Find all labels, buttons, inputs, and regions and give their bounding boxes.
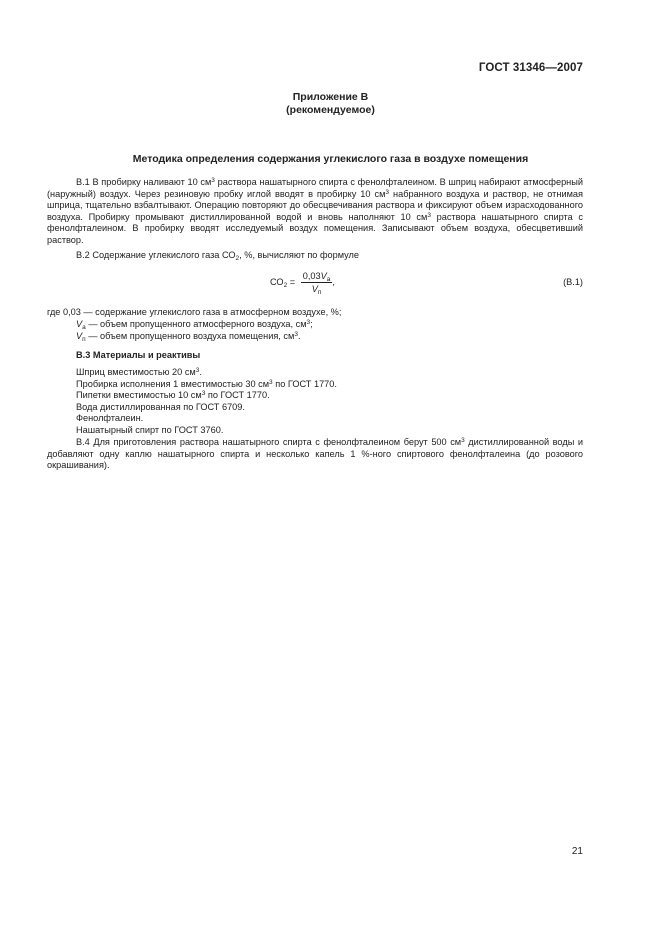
b1-text-a: В.1 В пробирку наливают 10 см	[76, 177, 212, 187]
item-2-sup: 3	[269, 378, 273, 386]
b1-sup-1: 3	[211, 177, 215, 184]
annex-title: Приложение В	[292, 91, 369, 103]
section-b3-heading: В.3 Материалы и реактивы	[76, 350, 201, 360]
formula-comma: ,	[332, 276, 335, 287]
legend-end-p: .	[297, 331, 301, 341]
legend-text-a: — объем пропущенного атмосферного воздуха, см	[85, 318, 307, 329]
list-item	[76, 390, 612, 402]
item-1-sup: 3	[195, 367, 200, 374]
materials-list	[47, 367, 612, 436]
b2-text-a: В.2 Содержание углекислого газа СО	[76, 250, 236, 260]
legend-line-1: где 0,03 — содержание углекислого газа в атмосферном воздухе, %;	[47, 307, 342, 317]
legend-text-p: — объем пропущенного воздуха помещения, см	[85, 331, 295, 341]
numerator-coefficient: 0,03	[302, 271, 321, 281]
b2-sub: 2	[235, 255, 240, 262]
list-item: Фенолфталеин.	[76, 413, 144, 423]
denominator-sub: п	[317, 289, 322, 296]
legend-line-2	[47, 319, 583, 332]
formula-fraction	[301, 271, 333, 294]
denominator-variable: V	[311, 284, 318, 294]
formula-equals: =	[287, 276, 296, 287]
formula-legend	[47, 307, 583, 344]
annex-heading	[0, 91, 661, 117]
page-number: 21	[571, 846, 583, 857]
formula-denominator	[301, 283, 333, 294]
formula-lhs: СО	[270, 276, 284, 287]
legend-sub-a: а	[82, 323, 86, 331]
annex-status: (рекомендуемое)	[286, 104, 375, 116]
item-2-text: Пробирка исполнения 1 вместимостью 30 см	[76, 378, 270, 389]
legend-var-p: V	[76, 331, 83, 341]
document-code: ГОСТ 31346—2007	[478, 62, 583, 74]
list-item	[76, 379, 612, 391]
paragraph-b1	[47, 177, 583, 246]
item-3-text: Пипетки вместимостью 10 см	[76, 390, 202, 400]
formula-b1	[270, 271, 335, 294]
list-item: Нашатырный спирт по ГОСТ 3760.	[76, 424, 224, 435]
section-title: Методика определения содержания углекислого газа в воздухе помещения	[132, 153, 529, 165]
item-3-end: по ГОСТ 1770.	[205, 390, 270, 400]
b4-text-a: В.4 Для приготовления раствора нашатырного спирта с фенолфталеином берут 500 см	[76, 437, 462, 447]
b2-text-b: , %, вычисляют по формуле	[239, 250, 360, 260]
b1-text-c: набранного воздуха и раствор, не отнимая шприца, тщательно взбалтывают. Операцию повторяют до обесцвечивания раствора и фиксируют объем израсходованного воздуха. Пробирку промывают дистиллированной водой и вновь наполняют 10 см	[47, 188, 583, 222]
b4-sup: 3	[461, 437, 465, 444]
list-item: Вода дистиллированная по ГОСТ 6709.	[76, 401, 245, 412]
legend-sub-p: п	[82, 336, 86, 343]
numerator-sub: а	[326, 276, 331, 283]
legend-sup-p: 3	[294, 331, 298, 338]
item-3-sup: 3	[201, 390, 206, 397]
legend-sup-a: 3	[306, 318, 311, 326]
paragraph-b2	[47, 250, 583, 263]
b1-text-d: раствора нашатырного спирта с фенолфталеином. В пробирку вводят исследуемый воздух помещения. Записывают объем воздуха, обесцветивший раствор.	[47, 211, 583, 245]
formula-numerator	[301, 271, 333, 283]
legend-line-3	[47, 331, 583, 344]
item-1-end: .	[199, 367, 202, 377]
item-1-text: Шприц вместимостью 20 см	[76, 367, 196, 377]
paragraph-b4	[47, 437, 583, 472]
b1-text-b: раствора нашатырного спирта с фенолфталеином. В шприц набирают атмосферный (наружный) воздух. Через резиновую пробку иглой вводят в пробирку 10 см	[47, 177, 583, 199]
legend-var-a: V	[76, 318, 83, 329]
b1-sup-3: 3	[427, 211, 431, 219]
list-item	[76, 367, 612, 379]
legend-end-a: ;	[310, 318, 313, 329]
b4-text-b: дистиллированной воды и добавляют одну каплю нашатырного спирта и несколько капель 1 %-ного спиртового фенолфталеина (до розового окрашивания).	[47, 437, 583, 470]
numerator-variable: V	[320, 271, 327, 281]
b1-sup-2: 3	[385, 188, 390, 196]
item-2-end: по ГОСТ 1770.	[272, 378, 337, 389]
formula-lhs-sub: 2	[283, 281, 288, 289]
formula-number: (В.1)	[563, 277, 583, 287]
